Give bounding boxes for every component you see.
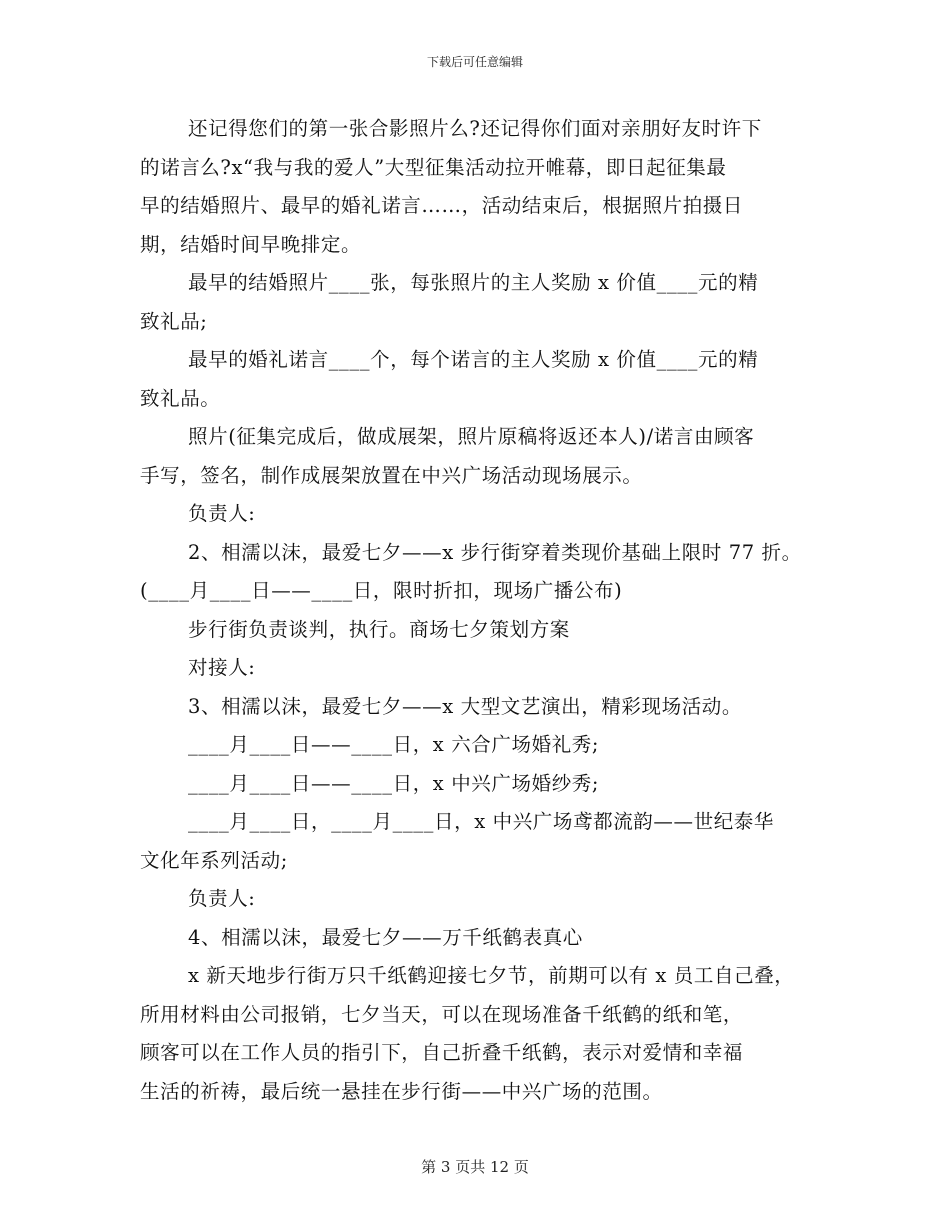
- text-line: 的诺言么?x“我与我的爱人”大型征集活动拉开帷幕，即日起征集最: [140, 155, 727, 179]
- text-line: 手写，签名，制作成展架放置在中兴广场活动现场展示。: [140, 463, 643, 487]
- text-line: 还记得您们的第一张合影照片么?还记得你们面对亲朋好友时许下: [188, 117, 762, 140]
- text-line: ____月____日——____日，x 六合广场婚礼秀;: [188, 733, 600, 756]
- section-heading: 3、相濡以沫，最爱七夕——x 大型文艺演出，精彩现场活动。: [188, 694, 743, 718]
- text-line: 负责人:: [188, 502, 256, 525]
- text-line: 所用材料由公司报销，七夕当天，可以在现场准备千纸鹤的纸和笔，: [140, 1002, 744, 1026]
- text-line: 负责人:: [188, 887, 256, 910]
- text-line: 照片(征集完成后，做成展架，照片原稿将返还本人)/诺言由顾客: [188, 425, 755, 448]
- text-line: 致礼品。: [140, 386, 221, 410]
- text-line: 步行街负责谈判，执行。商场七夕策划方案: [188, 617, 570, 641]
- text-line: (____月____日——____日，限时折扣，现场广播公布): [140, 579, 623, 602]
- text-line: 顾客可以在工作人员的指引下，自己折叠千纸鹤，表示对爱情和幸福: [140, 1041, 744, 1064]
- page-footer: 第 3 页共 12 页: [421, 1158, 529, 1176]
- text-line: 早的结婚照片、最早的婚礼诺言……，活动结束后，根据照片拍摄日: [140, 194, 744, 217]
- text-line: 对接人:: [188, 656, 256, 679]
- text-line: x 新天地步行街万只千纸鹤迎接七夕节，前期可以有 x 员工自己叠，: [188, 964, 795, 987]
- section-heading: 2、相濡以沫，最爱七夕——x 步行街穿着类现价基础上限时 77 折。: [188, 540, 802, 564]
- text-line: 生活的祈祷，最后统一悬挂在步行街——中兴广场的范围。: [140, 1079, 663, 1103]
- text-line: ____月____日——____日，x 中兴广场婚纱秀;: [188, 771, 600, 795]
- page-header: 下载后可任意编辑: [426, 55, 523, 69]
- document-body: [140, 110, 840, 1111]
- text-line: 最早的婚礼诺言____个，每个诺言的主人奖励 x 价值____元的精: [188, 348, 759, 371]
- section-heading: 4、相濡以沫，最爱七夕——万千纸鹤表真心: [188, 925, 583, 949]
- text-line: 致礼品;: [140, 309, 208, 333]
- text-line: 文化年系列活动;: [140, 848, 288, 872]
- text-line: 最早的结婚照片____张，每张照片的主人奖励 x 价值____元的精: [188, 271, 759, 294]
- text-line: 期，结婚时间早晚排定。: [140, 232, 362, 256]
- text-line: ____月____日，____月____日，x 中兴广场鸢都流韵——世纪泰华: [188, 810, 774, 833]
